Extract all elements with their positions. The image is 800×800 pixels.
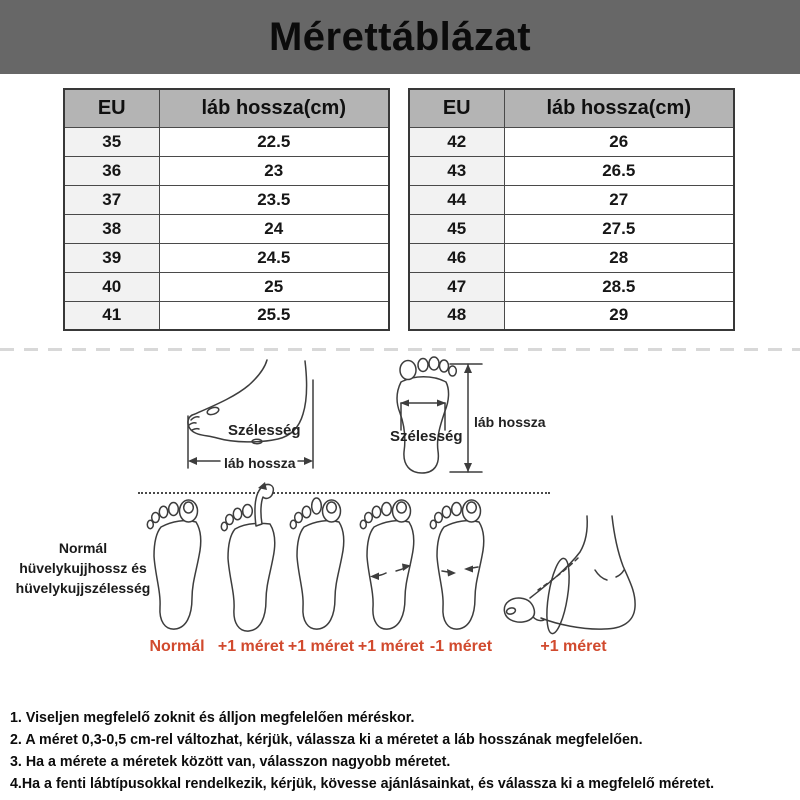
notes-line: 1. Viseljen megfelelő zoknit és álljon megfelelően méréskor. [10,709,415,726]
length-cell: 27.5 [504,214,734,243]
column-header-eu: EU [64,89,159,127]
eu-size-cell: 43 [409,156,504,185]
table-row [409,185,734,214]
foot-type-label: Normál [149,638,205,655]
notes-line: 2. A méret 0,3-0,5 cm-rel változhat, kérjük, válassza ki a méretet a láb hosszának megfelelően. [10,731,643,748]
foot-type-label: -1 méret [429,638,493,655]
width-label: Szélesség [390,428,463,445]
eu-size-cell: 45 [409,214,504,243]
eu-size-cell: 36 [64,156,159,185]
foot-girth-side-view-illustration [496,514,651,644]
eu-size-cell: 47 [409,272,504,301]
table-row [409,214,734,243]
footprint-narrow-illustration [429,496,491,638]
length-cell: 23 [159,156,389,185]
measure-diagram-top-view [388,356,556,478]
foot-type-label: +1 méret [540,638,607,655]
page-title: Mérettáblázat [268,15,532,59]
length-cell: 25 [159,272,389,301]
footprint-normal-illustration [146,496,208,638]
table-row [409,127,734,156]
column-header-eu: EU [409,89,504,127]
footprint-long-big-toe-illustration [218,482,284,638]
length-cell: 29 [504,301,734,330]
length-cell: 26 [504,127,734,156]
eu-size-cell: 48 [409,301,504,330]
width-label: Szélesség [228,422,301,439]
foot-type-label: +1 méret [357,638,425,655]
length-cell: 25.5 [159,301,389,330]
table-header-row [409,89,734,127]
eu-size-cell: 37 [64,185,159,214]
length-label: láb hossza [474,414,546,430]
eu-size-cell: 39 [64,243,159,272]
eu-size-cell: 38 [64,214,159,243]
foot-types-caption: Normál hüvelykujjhossz és hüvelykujjszélesség [15,540,151,596]
eu-size-cell: 41 [64,301,159,330]
column-header-foot-length: láb hossza(cm) [159,89,389,127]
table-row [64,156,389,185]
length-cell: 26.5 [504,156,734,185]
length-cell: 23.5 [159,185,389,214]
length-label: láb hossza [224,455,296,471]
column-header-foot-length: láb hossza(cm) [504,89,734,127]
foot-type-label: +1 méret [287,638,355,655]
footprint-long-second-toe-illustration [289,496,351,638]
length-cell: 22.5 [159,127,389,156]
table-row [64,127,389,156]
table-row [409,156,734,185]
table-row [64,272,389,301]
length-cell: 24.5 [159,243,389,272]
length-cell: 28.5 [504,272,734,301]
table-row [64,243,389,272]
eu-size-cell: 40 [64,272,159,301]
footprint-wide-illustration [358,496,422,638]
section-divider [0,348,800,351]
notes-line: 3. Ha a mérete a méretek között van, válasszon nagyobb méretet. [10,753,451,770]
header-banner [0,0,800,74]
foot-type-label: +1 méret [217,638,285,655]
measure-diagram-side-view [180,358,330,476]
eu-size-cell: 35 [64,127,159,156]
size-table-left [63,88,390,331]
eu-size-cell: 44 [409,185,504,214]
length-cell: 28 [504,243,734,272]
toe-baseline-dotted-line [138,492,550,494]
table-row [64,214,389,243]
eu-size-cell: 46 [409,243,504,272]
table-row [409,272,734,301]
table-header-row [64,89,389,127]
fitting-notes [10,707,714,795]
size-table-right [408,88,735,331]
table-row [409,301,734,330]
length-cell: 27 [504,185,734,214]
table-row [64,301,389,330]
notes-line: 4.Ha a fenti lábtípusokkal rendelkezik, kérjük, kövesse ajánlásainkat, és válassza ki a megfelelő méretet. [10,775,715,792]
length-cell: 24 [159,214,389,243]
table-row [409,243,734,272]
eu-size-cell: 42 [409,127,504,156]
table-row [64,185,389,214]
